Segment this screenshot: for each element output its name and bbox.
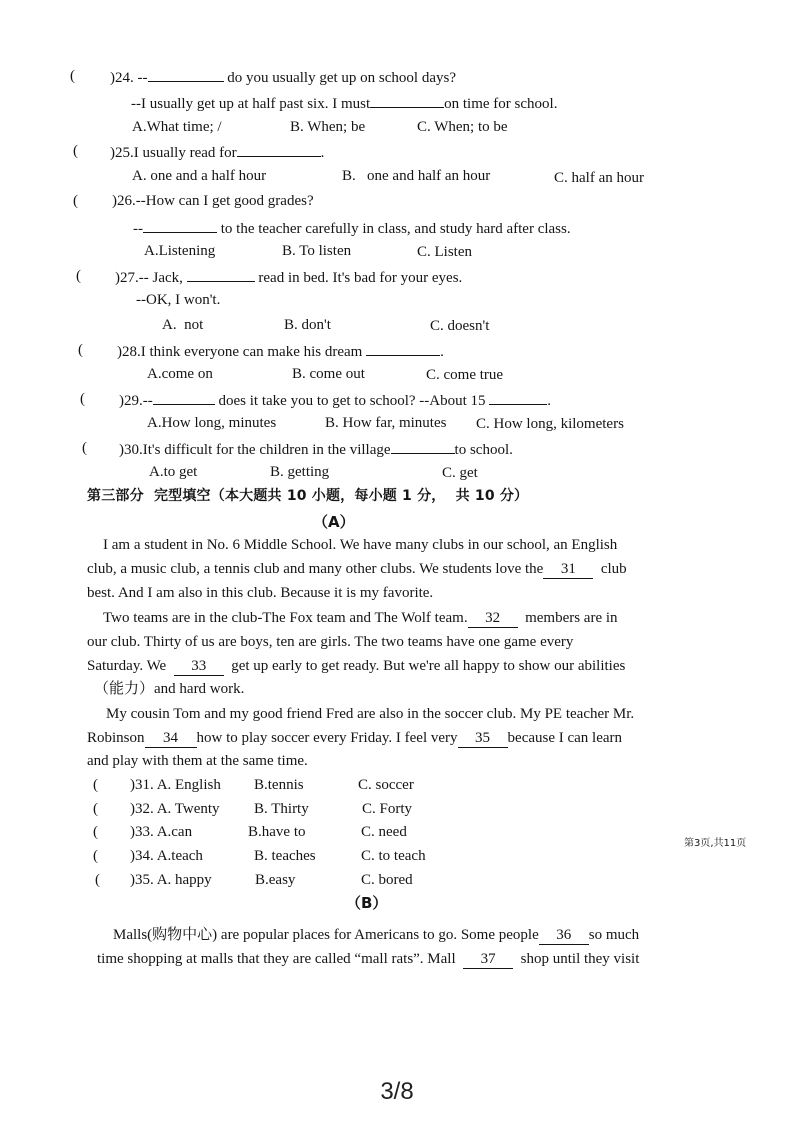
option-25-b[interactable]: B. one and half an hour [342, 168, 491, 184]
choice-33-a[interactable]: )33. A.can [130, 824, 193, 840]
question-24: )24. -- do you usually get up on school days? [110, 67, 456, 87]
answer-paren-26[interactable]: ( [73, 193, 78, 209]
blank-32[interactable]: 32 [468, 609, 518, 628]
choice-34-c[interactable]: C. to teach [361, 848, 426, 864]
answer-paren-31[interactable]: ( [93, 777, 98, 793]
choice-35-c[interactable]: C. bored [361, 872, 413, 888]
passage-a-line: Robinson 34 how to play soccer every Friday. I feel very 35 because I can learn [87, 730, 623, 746]
choice-34-b[interactable]: B. teaches [254, 848, 316, 864]
blank-35[interactable]: 35 [458, 729, 508, 748]
blank[interactable] [148, 67, 224, 82]
blank-31[interactable]: 31 [543, 560, 593, 579]
passage-a-line: best. And I am also in this club. Because it is my favorite. [87, 585, 434, 601]
choice-32-a[interactable]: )32. A. Twenty [130, 801, 220, 817]
option-27-c[interactable]: C. doesn't [430, 318, 490, 334]
option-30-b[interactable]: B. getting [270, 464, 330, 480]
page-info: 第3页,共11页 [684, 838, 747, 849]
option-25-a[interactable]: A. one and a half hour [132, 168, 267, 184]
passage-b-line: Malls(购物中心) are popular places for Americans to go. Some people 36 so much [113, 927, 640, 943]
blank[interactable] [489, 390, 547, 405]
answer-paren-34[interactable]: ( [93, 848, 98, 864]
question-29: )29.-- does it take you to get to school? --About 15 . [119, 390, 551, 410]
option-30-c[interactable]: C. get [442, 465, 478, 481]
option-27-a[interactable]: A. not [162, 317, 204, 333]
option-29-a[interactable]: A.How long, minutes [147, 415, 277, 431]
passage-a-line: our club. Thirty of us are boys, ten are girls. The two teams have one game every [87, 634, 574, 650]
blank-33[interactable]: 33 [174, 657, 224, 676]
choice-32-c[interactable]: C. Forty [362, 801, 413, 817]
option-28-a[interactable]: A.come on [147, 366, 213, 382]
option-28-b[interactable]: B. come out [292, 366, 365, 382]
choice-35-a[interactable]: )35. A. happy [130, 872, 212, 888]
question-26: )26.--How can I get good grades? [112, 193, 314, 209]
option-29-b[interactable]: B. How far, minutes [325, 415, 447, 431]
option-25-c[interactable]: C. half an hour [554, 170, 644, 186]
question-30: )30.It's difficult for the children in the village to school. [119, 439, 513, 459]
option-26-b[interactable]: B. To listen [282, 243, 352, 259]
passage-a-line: Two teams are in the club-The Fox team and The Wolf team. 32 members are in [103, 610, 618, 626]
choice-32-b[interactable]: B. Thirty [254, 801, 309, 817]
answer-paren-28[interactable]: ( [78, 342, 83, 358]
question-27: )27.-- Jack, read in bed. It's bad for your eyes. [115, 267, 462, 287]
choice-35-b[interactable]: B.easy [255, 872, 296, 888]
question-25: )25.I usually read for . [110, 142, 324, 162]
choice-31-b[interactable]: B.tennis [254, 777, 304, 793]
option-26-c[interactable]: C. Listen [417, 244, 472, 260]
passage-a-line: Saturday. We 33 get up early to get ready. But we're all happy to show our abilities [87, 658, 626, 674]
option-24-b[interactable]: B. When; be [290, 119, 366, 135]
choice-33-b[interactable]: B.have to [248, 824, 306, 840]
option-28-c[interactable]: C. come true [426, 367, 504, 383]
choice-34-a[interactable]: )34. A.teach [130, 848, 203, 864]
passage-a-line: My cousin Tom and my good friend Fred are also in the soccer club. My PE teacher Mr. [106, 706, 635, 722]
question-28: )28.I think everyone can make his dream . [117, 341, 444, 361]
option-27-b[interactable]: B. don't [284, 317, 331, 333]
blank[interactable] [370, 93, 444, 108]
answer-paren-27[interactable]: ( [76, 268, 81, 284]
choice-31-c[interactable]: C. soccer [358, 777, 414, 793]
blank-37[interactable]: 37 [463, 950, 513, 969]
question-27-line2: --OK, I won't. [136, 292, 221, 308]
answer-paren-35[interactable]: ( [95, 872, 100, 888]
blank[interactable] [187, 267, 255, 282]
passage-b-line: time shopping at malls that they are called “mall rats”. Mall 37 shop until they visit [97, 951, 640, 967]
answer-paren-33[interactable]: ( [93, 824, 98, 840]
answer-paren-25[interactable]: ( [73, 143, 78, 159]
blank[interactable] [143, 218, 217, 233]
section-b-title: （B） [346, 894, 388, 912]
answer-paren-32[interactable]: ( [93, 801, 98, 817]
blank[interactable] [391, 439, 455, 454]
option-29-c[interactable]: C. How long, kilometers [476, 416, 624, 432]
answer-paren-29[interactable]: ( [80, 391, 85, 407]
blank-34[interactable]: 34 [145, 729, 197, 748]
question-24-line2: --I usually get up at half past six. I must on time for school. [131, 93, 557, 113]
part3-heading: 第三部分 完型填空（本大题共 10 小题，每小题 1 分， 共 10 分） [87, 488, 529, 504]
passage-a-line: （能力）and hard work. [94, 681, 245, 697]
blank[interactable] [237, 142, 321, 157]
option-30-a[interactable]: A.to get [149, 464, 198, 480]
answer-paren-24[interactable]: ( [70, 68, 75, 84]
blank-36[interactable]: 36 [539, 926, 589, 945]
option-26-a[interactable]: A.Listening [144, 243, 216, 259]
blank[interactable] [153, 390, 215, 405]
option-24-c[interactable]: C. When; to be [417, 119, 508, 135]
question-26-line2: -- to the teacher carefully in class, and study hard after class. [133, 218, 571, 238]
answer-paren-30[interactable]: ( [82, 440, 87, 456]
viewer-page-indicator: 3/8 [380, 1078, 414, 1105]
section-a-title: （A） [313, 513, 355, 531]
passage-a-line: club, a music club, a tennis club and many other clubs. We students love the 31 club [87, 561, 627, 577]
passage-a-line: and play with them at the same time. [87, 753, 308, 769]
choice-31-a[interactable]: )31. A. English [130, 777, 221, 793]
choice-33-c[interactable]: C. need [361, 824, 407, 840]
blank[interactable] [366, 341, 440, 356]
option-24-a[interactable]: A.What time; / [132, 119, 222, 135]
passage-a-line: I am a student in No. 6 Middle School. We have many clubs in our school, an English [103, 537, 618, 553]
